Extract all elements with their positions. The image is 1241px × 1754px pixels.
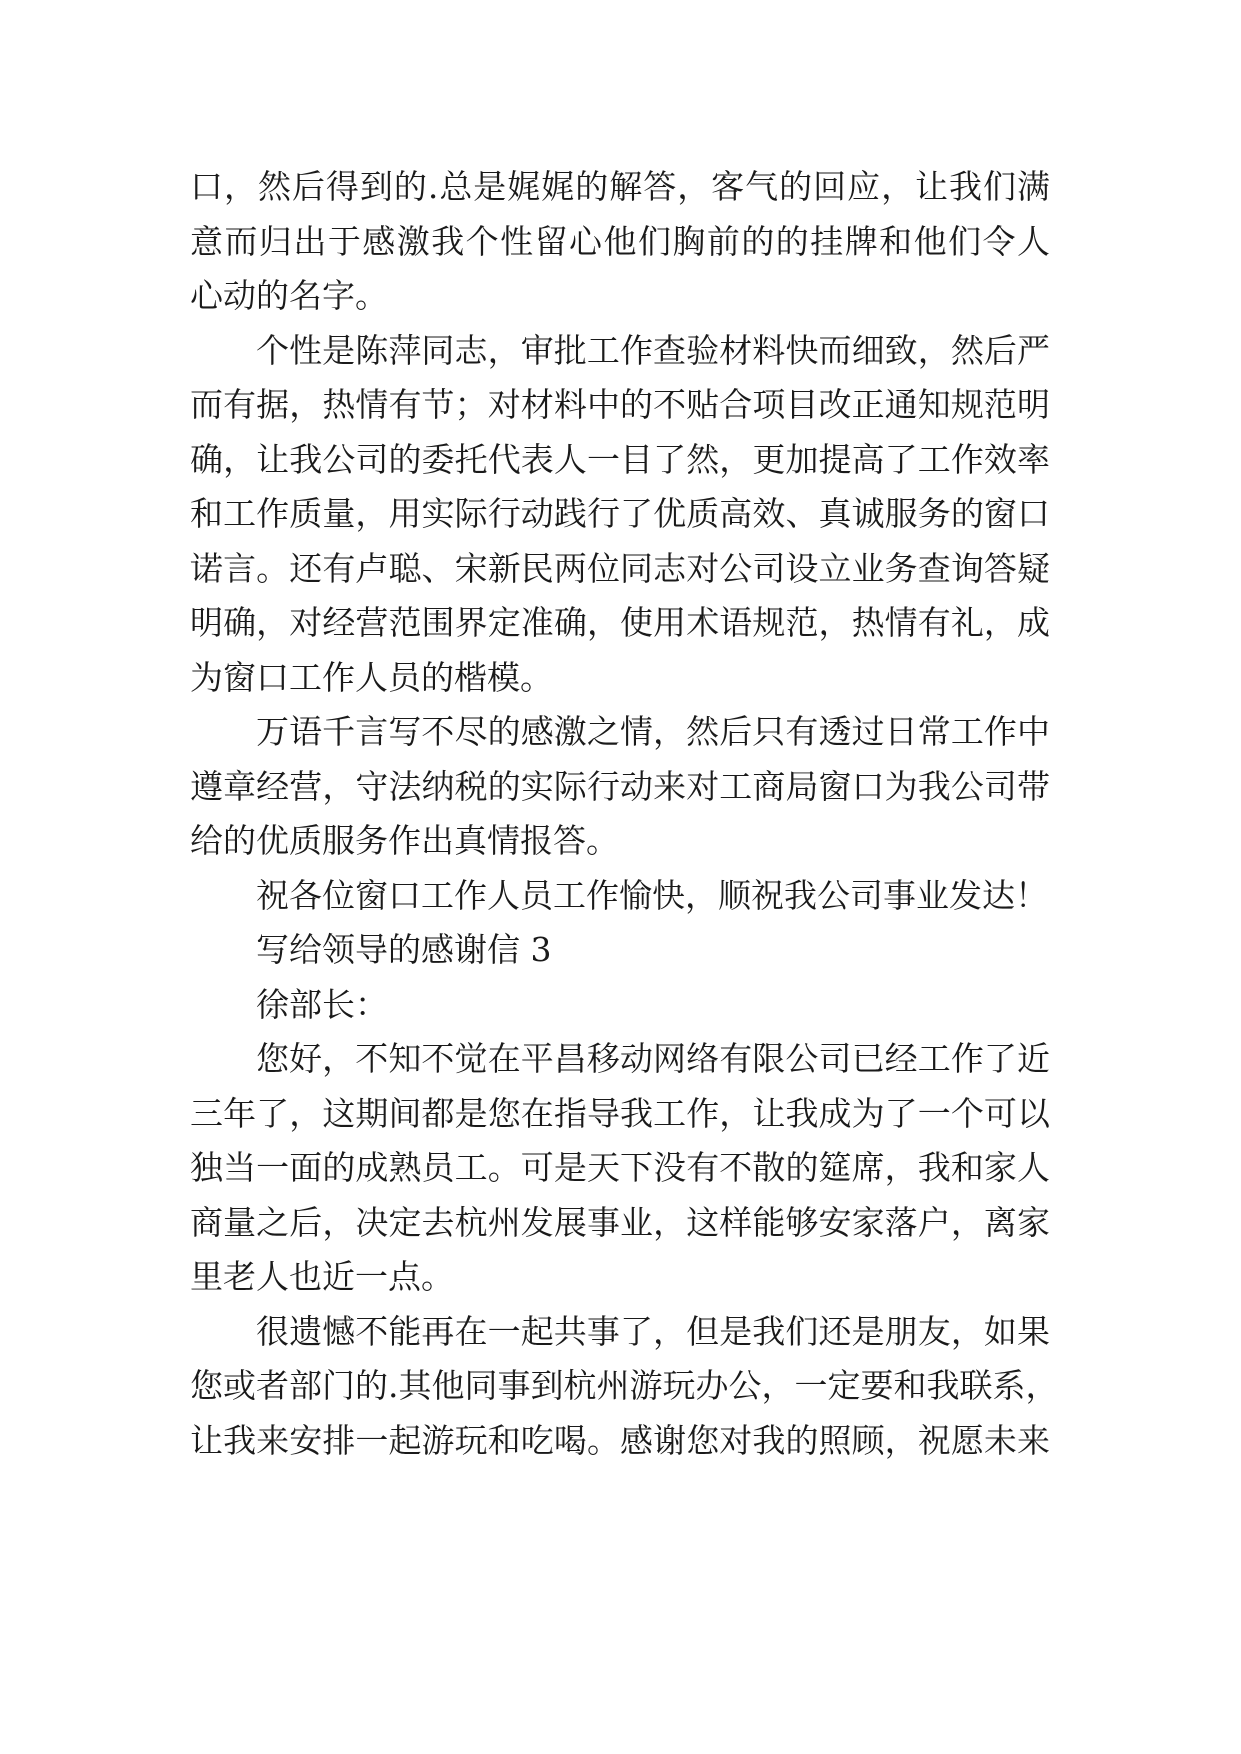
document-body bbox=[190, 160, 1059, 1468]
paragraph-line: 遵章经营，守法纳税的实际行动来对工商局窗口为我公司带 bbox=[190, 766, 1050, 806]
paragraph-line: 为窗口工作人员的楷模。 bbox=[190, 657, 553, 697]
paragraph-line: 确，让我公司的委托代表人一目了然，更加提高了工作效率 bbox=[190, 439, 1050, 479]
paragraph-line: 心动的名字。 bbox=[190, 276, 388, 315]
paragraph-line: 和工作质量，用实际行动践行了优质高效、真诚服务的窗口 bbox=[190, 494, 1050, 533]
paragraph-line: 而有据，热情有节；对材料中的不贴合项目改正通知规范明 bbox=[190, 385, 1050, 424]
paragraph-line: 明确，对经营范围界定准确，使用术语规范，热情有礼，成 bbox=[190, 603, 1050, 642]
closing-wish: 祝各位窗口工作人员工作愉快，顺祝我公司事业发达！ bbox=[256, 875, 1048, 915]
paragraph-line: 商量之后，决定去杭州发展事业，这样能够安家落户，离家 bbox=[190, 1202, 1050, 1242]
letter-title: 写给领导的感谢信 3 bbox=[256, 930, 552, 969]
paragraph-line: 意而归出于感激我个性留心他们胸前的的挂牌和他们令人 bbox=[190, 221, 1050, 261]
paragraph-line: 您好，不知不觉在平昌移动网络有限公司已经工作了近 bbox=[256, 1039, 1050, 1078]
paragraph-line: 您或者部门的.其他同事到杭州游玩办公，一定要和我联系， bbox=[190, 1366, 1059, 1405]
paragraph-line: 给的优质服务作出真情报答。 bbox=[190, 821, 619, 860]
paragraph-line: 里老人也近一点。 bbox=[190, 1257, 454, 1296]
paragraph-line: 诺言。还有卢聪、宋新民两位同志对公司设立业务查询答疑 bbox=[190, 548, 1050, 588]
paragraph-line: 很遗憾不能再在一起共事了，但是我们还是朋友，如果 bbox=[256, 1311, 1050, 1351]
paragraph-line: 三年了，这期间都是您在指导我工作，让我成为了一个可以 bbox=[190, 1093, 1050, 1133]
paragraph-line: 独当一面的成熟员工。可是天下没有不散的筵席，我和家人 bbox=[190, 1148, 1050, 1187]
paragraph-line: 让我来安排一起游玩和吃喝。感谢您对我的照顾，祝愿未来 bbox=[190, 1420, 1050, 1460]
paragraph-line: 口，然后得到的.总是娓娓的解答，客气的回应，让我们满 bbox=[190, 167, 1050, 206]
paragraph-line: 个性是陈萍同志，审批工作查验材料快而细致，然后严 bbox=[256, 330, 1050, 370]
salutation: 徐部长： bbox=[256, 984, 388, 1024]
paragraph-line: 万语千言写不尽的感激之情，然后只有透过日常工作中 bbox=[256, 712, 1050, 751]
